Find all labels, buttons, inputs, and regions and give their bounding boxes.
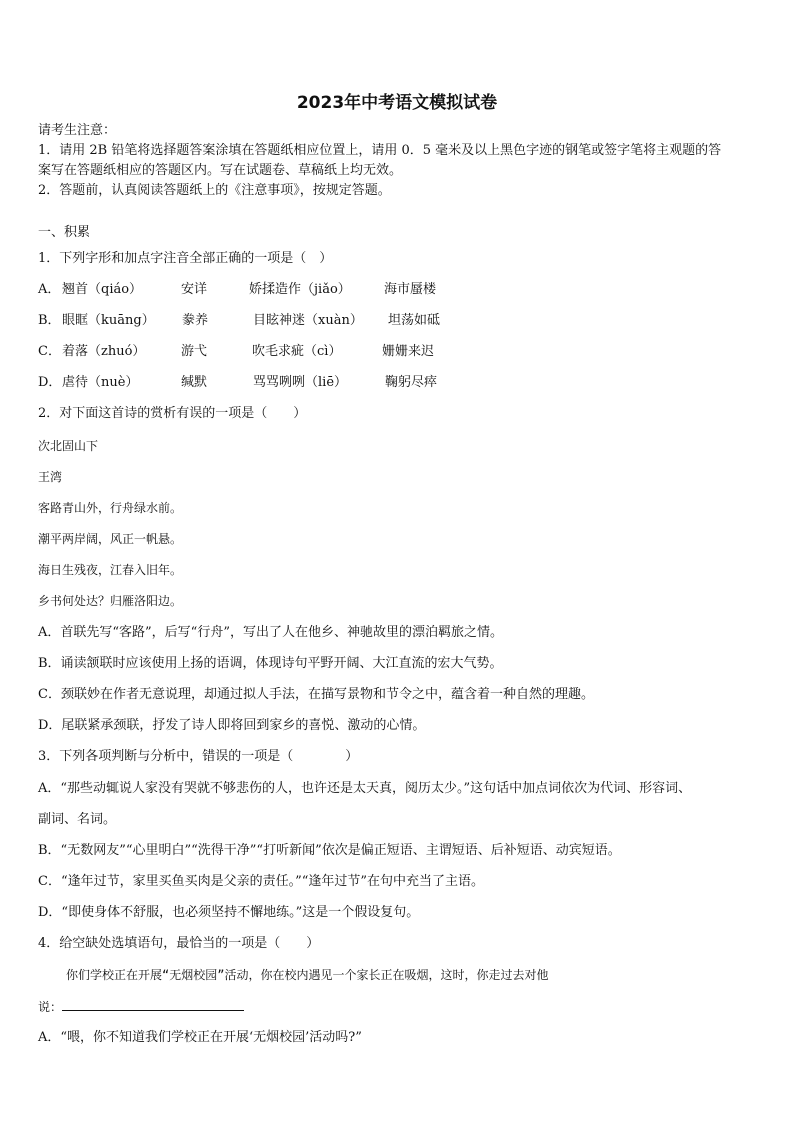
q3-option-a-cont: 副词、名词。 xyxy=(38,812,117,827)
question-3-stem: 3．下列各项判断与分析中，错误的一项是（ ） xyxy=(38,749,359,764)
q3-option-d: D．“即使身体不舒服，也必须坚持不懈地练。”这是一个假设复句。 xyxy=(38,905,420,920)
q4-context-cont xyxy=(38,998,244,1015)
q4-context: 你们学校正在开展“无烟校园”活动，你在校内遇见一个家长正在吸烟，这时，你走过去对他 xyxy=(66,968,549,982)
poem-title: 次北固山下 xyxy=(38,439,99,453)
q1-option-cell: 鞠躬尽瘁 xyxy=(385,375,438,390)
q1-option-cell: 游弋 xyxy=(181,344,208,359)
poem-line: 客路青山外，行舟绿水前。 xyxy=(38,501,183,515)
poem-line: 潮平两岸阔，风正一帆悬。 xyxy=(38,532,183,546)
q1-option-cell: 着落（zhuó） xyxy=(62,344,146,359)
section-heading: 一、积累 xyxy=(38,225,91,240)
q1-option-cell: 缄默 xyxy=(181,375,208,390)
q1-option-label: C． xyxy=(38,344,61,359)
notice-item-1: 1．请用 2B 铅笔将选择题答案涂填在答题纸相应位置上，请用 0．5 毫米及以上黑色字迹的钢笔或签字笔将主观题的答 xyxy=(38,143,722,158)
question-4-stem: 4．给空缺处选填语句，最恰当的一项是（ ） xyxy=(38,936,320,951)
q1-option-cell: 豢养 xyxy=(182,313,209,328)
q1-option-cell: 姗姗来迟 xyxy=(382,344,435,359)
q4-context-prefix: 说： xyxy=(38,1000,63,1014)
poem-line: 乡书何处达？归雁洛阳边。 xyxy=(38,594,183,608)
q1-option-label: A． xyxy=(38,282,61,297)
q1-option-cell: 海市蜃楼 xyxy=(384,282,437,297)
q1-option-cell: 虐待（nuè） xyxy=(62,375,139,390)
q2-option-a: A．首联先写“客路”，后写“行舟”，写出了人在他乡、神驰故里的漂泊羁旅之情。 xyxy=(38,625,503,640)
question-1-stem: 1．下列字形和加点字注音全部正确的一项是（ ） xyxy=(38,251,333,266)
q2-option-d: D．尾联紧承颈联，抒发了诗人即将回到家乡的喜悦、激动的心情。 xyxy=(38,718,426,733)
q3-option-b: B．“无数网友”“心里明白”“洗得干净”“打听新闻”依次是偏正短语、主谓短语、后补短语、动宾短语。 xyxy=(38,843,621,858)
q1-option-cell: 娇揉造作（jiǎo） xyxy=(249,282,351,297)
q2-option-b: B．诵读颔联时应该使用上扬的语调，体现诗句平野开阔、大江直流的宏大气势。 xyxy=(38,656,503,671)
answer-blank xyxy=(62,998,244,1011)
exam-title: 2023年中考语文模拟试卷 xyxy=(296,93,498,113)
q1-option-cell: 目眩神迷（xuàn） xyxy=(253,313,363,328)
q1-option-cell: 吹毛求疵（cì） xyxy=(252,344,342,359)
question-2-stem: 2．对下面这首诗的赏析有误的一项是（ ） xyxy=(38,406,307,421)
q1-option-cell: 翘首（qiáo） xyxy=(62,282,143,297)
notice-item-2: 2．答题前，认真阅读答题纸上的《注意事项》，按规定答题。 xyxy=(38,183,391,198)
q4-option-a: A．“喂，你不知道我们学校正在开展‘无烟校园’活动吗?” xyxy=(38,1030,362,1045)
q2-option-c: C．颈联妙在作者无意说理，却通过拟人手法，在描写景物和节令之中，蕴含着一种自然的理趣。 xyxy=(38,687,594,702)
q1-option-label: D． xyxy=(38,375,62,390)
notice-item-1-cont: 案写在答题纸相应的答题区内。写在试题卷、草稿纸上均无效。 xyxy=(38,163,403,178)
q1-option-cell: 骂骂咧咧（liē） xyxy=(253,375,348,390)
q1-option-cell: 眼眶（kuāng） xyxy=(62,313,155,328)
q3-option-c: C．“逢年过节，家里买鱼买肉是父亲的责任。”“逢年过节”在句中充当了主语。 xyxy=(38,874,485,889)
notice-heading: 请考生注意： xyxy=(38,123,117,138)
q3-option-a: A．“那些动辄说人家没有哭就不够悲伤的人，也许还是太天真，阅历太少。”这句话中加点词依次为代词、形容词、 xyxy=(38,781,692,796)
poem-author: 王湾 xyxy=(38,470,63,484)
q1-option-cell: 安详 xyxy=(181,282,208,297)
q1-option-cell: 坦荡如砥 xyxy=(388,313,441,328)
q1-option-label: B． xyxy=(38,313,61,328)
poem-line: 海日生残夜，江春入旧年。 xyxy=(38,563,183,577)
